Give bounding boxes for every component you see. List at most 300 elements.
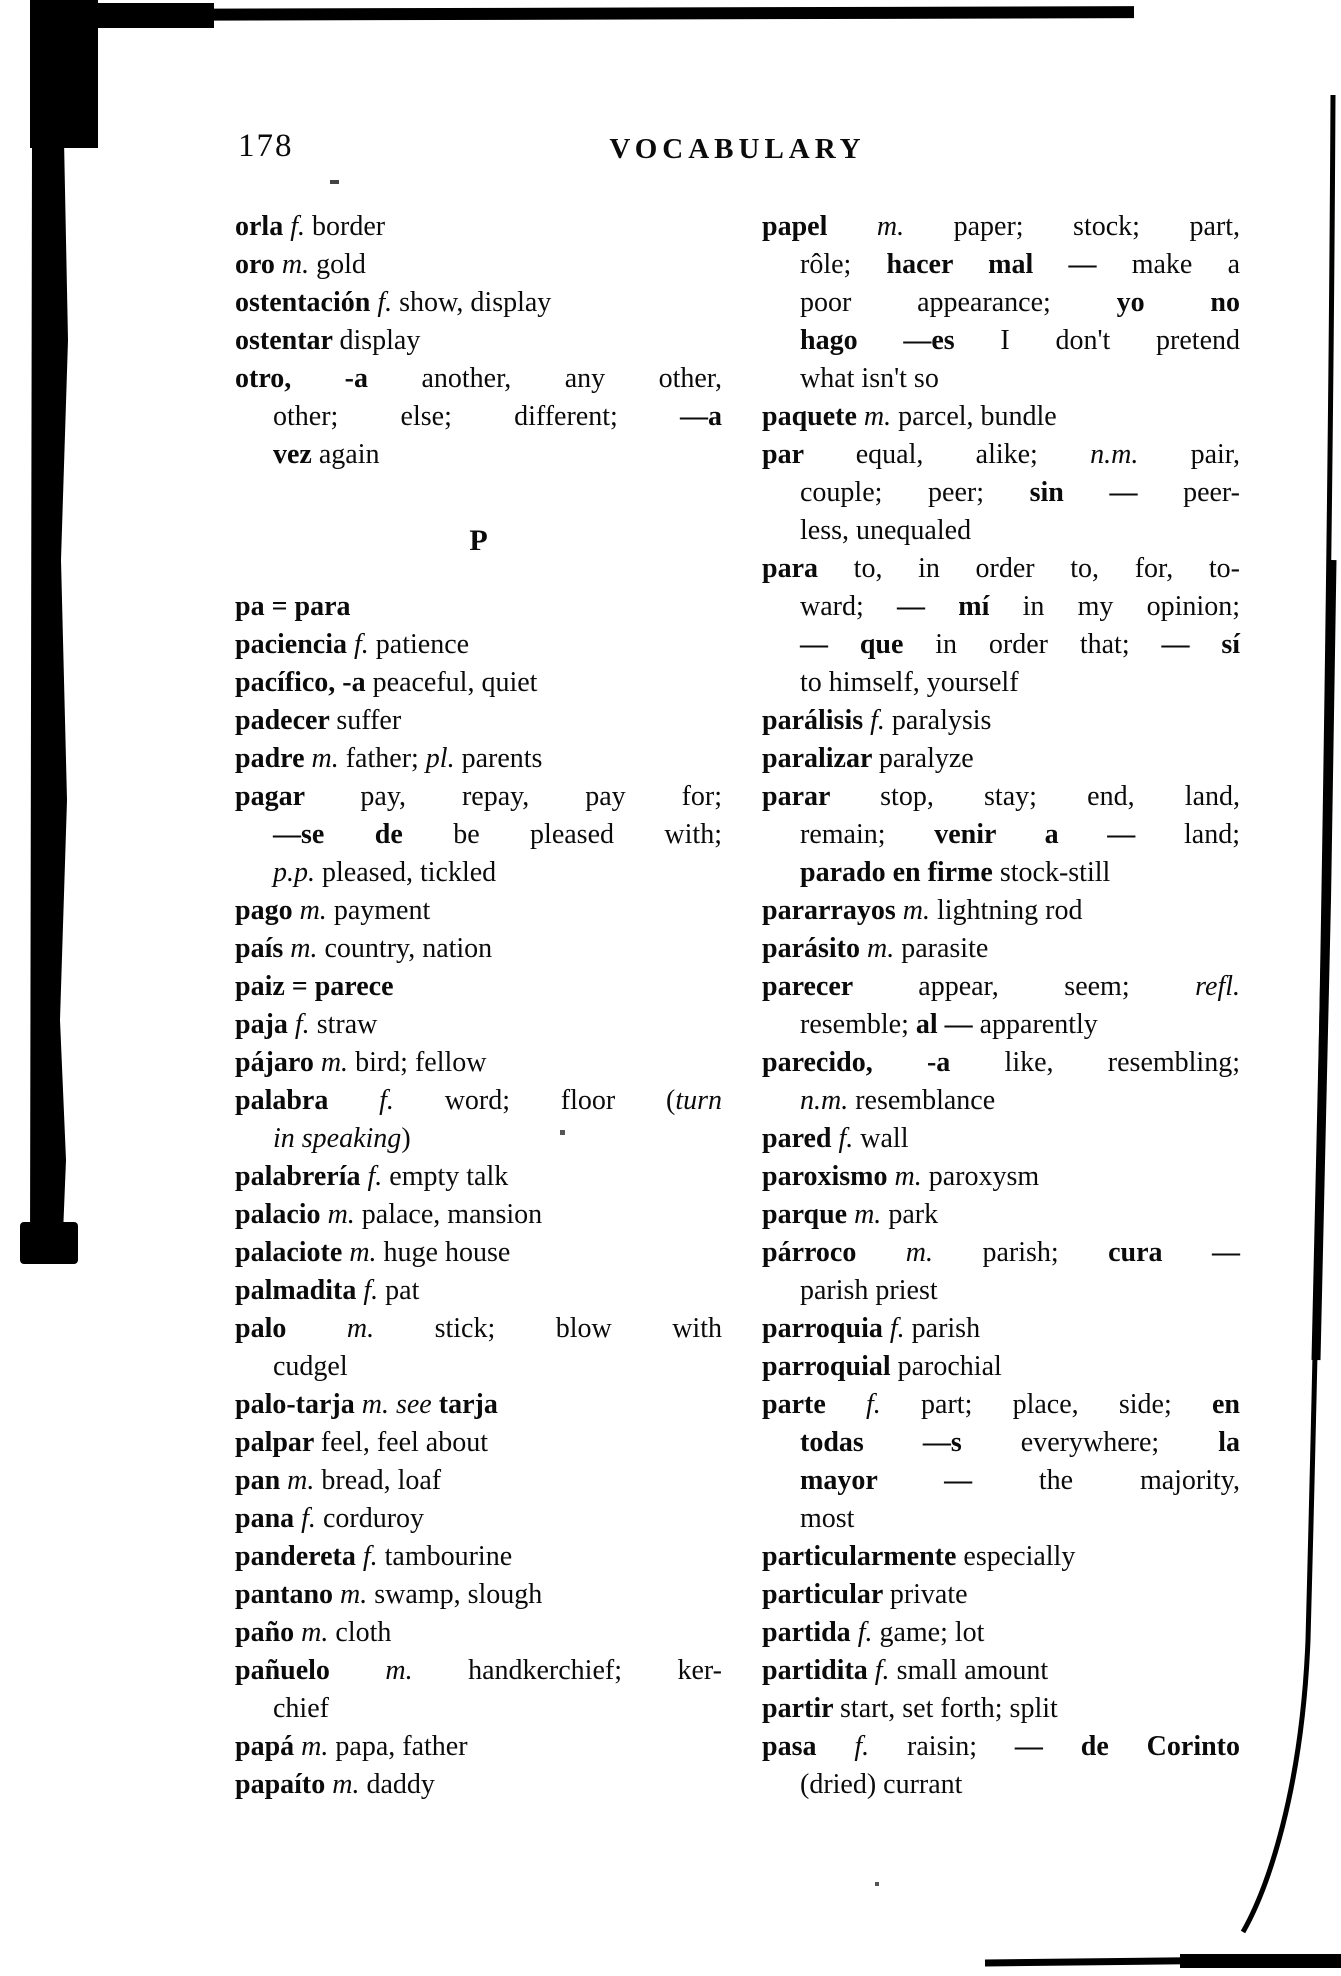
dictionary-entry bbox=[762, 1386, 1240, 1538]
scan-edge-right-thick bbox=[1316, 560, 1332, 1360]
entry-segment: f. bbox=[301, 1503, 323, 1534]
entry-line bbox=[762, 1576, 1240, 1614]
dictionary-entry bbox=[762, 1652, 1240, 1690]
entry-segment: m. bbox=[346, 1313, 435, 1344]
dictionary-entry bbox=[235, 1044, 722, 1082]
entry-segment: m. bbox=[340, 1579, 375, 1610]
entry-segment: oro bbox=[235, 249, 282, 280]
entry-segment: corduroy bbox=[322, 1503, 425, 1534]
entry-segment: f. bbox=[367, 1161, 390, 1192]
entry-line bbox=[762, 1196, 1240, 1234]
entry-segment: f. bbox=[874, 1655, 897, 1686]
entry-segment: m. bbox=[876, 211, 954, 242]
paper-speck-3 bbox=[875, 1882, 879, 1886]
entry-line bbox=[762, 512, 1240, 550]
entry-segment: pa = para bbox=[235, 591, 351, 622]
entry-line bbox=[235, 892, 722, 930]
dictionary-entry bbox=[762, 1728, 1240, 1804]
entry-line bbox=[762, 1614, 1240, 1652]
entry-line bbox=[235, 968, 722, 1006]
entry-line bbox=[235, 1766, 722, 1804]
entry-segment: partidita bbox=[762, 1655, 875, 1686]
entry-line bbox=[762, 208, 1240, 246]
entry-segment: f. bbox=[290, 211, 312, 242]
entry-segment: parish; bbox=[982, 1237, 1109, 1268]
dictionary-entry bbox=[235, 322, 722, 360]
entry-segment: palace, mansion bbox=[361, 1199, 543, 1230]
entry-segment: game; lot bbox=[879, 1617, 985, 1648]
entry-line bbox=[235, 740, 722, 778]
entry-line bbox=[235, 322, 722, 360]
dictionary-entry bbox=[235, 360, 722, 474]
entry-line bbox=[235, 626, 722, 664]
entry-segment: father; bbox=[345, 743, 426, 774]
entry-segment: párroco bbox=[762, 1237, 906, 1268]
entry-segment: pl. bbox=[425, 743, 462, 774]
entry-segment: bird; fellow bbox=[355, 1047, 487, 1078]
dictionary-entry bbox=[235, 664, 722, 702]
entry-line bbox=[235, 1348, 722, 1386]
entry-line bbox=[762, 1120, 1240, 1158]
entry-line bbox=[762, 1386, 1240, 1424]
scan-corner-block bbox=[30, 0, 98, 148]
entry-segment: suffer bbox=[336, 705, 402, 736]
entry-segment: pandereta bbox=[235, 1541, 363, 1572]
entry-segment: m. bbox=[894, 1161, 929, 1192]
dictionary-entry bbox=[235, 1196, 722, 1234]
entry-segment: tambourine bbox=[384, 1541, 513, 1572]
entry-segment: payment bbox=[333, 895, 431, 926]
entry-segment: the majority, bbox=[1038, 1465, 1240, 1496]
entry-line bbox=[762, 778, 1240, 816]
entry-segment: resemble; bbox=[800, 1009, 916, 1040]
entry-segment: pagar bbox=[235, 781, 361, 812]
entry-segment: f. bbox=[870, 705, 892, 736]
entry-line bbox=[235, 1158, 722, 1196]
entry-segment: again bbox=[318, 439, 380, 470]
entry-segment: gold bbox=[316, 249, 366, 280]
dictionary-entry bbox=[762, 702, 1240, 740]
entry-segment: private bbox=[889, 1579, 968, 1610]
entry-line bbox=[235, 588, 722, 626]
entry-segment: other; else; different; bbox=[273, 401, 680, 432]
entry-segment: palabra bbox=[235, 1085, 380, 1116]
entry-segment: f. bbox=[866, 1389, 922, 1420]
scan-edge-bottom-chunk bbox=[1180, 1954, 1341, 1968]
entry-segment: m. bbox=[905, 1237, 983, 1268]
entry-segment: f. bbox=[889, 1313, 912, 1344]
entry-segment: hago —es bbox=[800, 325, 1001, 356]
entry-line bbox=[762, 854, 1240, 892]
entry-segment: m. bbox=[287, 1465, 322, 1496]
entry-segment: parish bbox=[911, 1313, 981, 1344]
entry-segment: parroquia bbox=[762, 1313, 890, 1344]
entry-segment: m. bbox=[327, 1199, 362, 1230]
entry-segment: peer- bbox=[1183, 477, 1241, 508]
entry-segment: in my opinion; bbox=[1022, 591, 1240, 622]
entry-line bbox=[762, 1234, 1240, 1272]
entry-line bbox=[762, 816, 1240, 854]
entry-segment: paiz = parece bbox=[235, 971, 394, 1002]
dictionary-entry bbox=[762, 778, 1240, 892]
entry-line bbox=[235, 1424, 722, 1462]
entry-segment: — sí bbox=[1161, 629, 1240, 660]
entry-line bbox=[235, 1196, 722, 1234]
entry-line bbox=[762, 892, 1240, 930]
entry-segment: park bbox=[888, 1199, 939, 1230]
dictionary-entry bbox=[235, 1006, 722, 1044]
dictionary-entry bbox=[235, 1728, 722, 1766]
entry-line bbox=[762, 1158, 1240, 1196]
dictionary-entry bbox=[235, 1234, 722, 1272]
scan-edge-top-left-chunk bbox=[54, 3, 214, 28]
entry-segment: n.m. bbox=[800, 1085, 856, 1116]
dictionary-entry bbox=[762, 1158, 1240, 1196]
scan-edge-left-strip bbox=[30, 140, 68, 1258]
entry-segment: in order that; bbox=[935, 629, 1162, 660]
entry-segment: m. bbox=[867, 933, 902, 964]
entry-segment: f. bbox=[363, 1275, 386, 1306]
entry-segment: parish priest bbox=[800, 1275, 938, 1306]
entry-segment: paralyze bbox=[878, 743, 974, 774]
page-header-title: VOCABULARY bbox=[609, 133, 866, 165]
entry-segment: m. bbox=[349, 1237, 384, 1268]
entry-segment: to, in order to, for, to- bbox=[853, 553, 1241, 584]
dictionary-entry bbox=[762, 1538, 1240, 1576]
entry-line bbox=[235, 1006, 722, 1044]
dictionary-entry bbox=[235, 246, 722, 284]
entry-line bbox=[762, 1500, 1240, 1538]
entry-segment: ward; bbox=[800, 591, 897, 622]
entry-line bbox=[235, 930, 722, 968]
entry-line bbox=[762, 1690, 1240, 1728]
entry-segment: paper; stock; part, bbox=[953, 211, 1240, 242]
entry-segment: m. bbox=[301, 1617, 336, 1648]
entry-line bbox=[762, 1652, 1240, 1690]
entry-segment: m. bbox=[863, 401, 899, 432]
entry-segment: papel bbox=[762, 211, 877, 242]
entry-segment: parque bbox=[762, 1199, 855, 1230]
entry-segment: palo bbox=[235, 1313, 347, 1344]
dictionary-entry bbox=[235, 1424, 722, 1462]
entry-segment: most bbox=[800, 1503, 855, 1534]
entry-segment: small amount bbox=[896, 1655, 1049, 1686]
entry-segment: paralysis bbox=[891, 705, 992, 736]
entry-line bbox=[762, 588, 1240, 626]
entry-line bbox=[762, 322, 1240, 360]
entry-segment: f. bbox=[857, 1617, 880, 1648]
entry-segment: lightning rod bbox=[937, 895, 1083, 926]
entry-line bbox=[762, 626, 1240, 664]
entry-line bbox=[762, 1272, 1240, 1310]
entry-segment: f. bbox=[354, 629, 376, 660]
entry-segment: otro, -a bbox=[235, 363, 422, 394]
entry-segment: mayor — bbox=[800, 1465, 1039, 1496]
dictionary-entry bbox=[762, 892, 1240, 930]
entry-line bbox=[235, 1652, 722, 1690]
entry-line bbox=[235, 208, 722, 246]
entry-line bbox=[762, 246, 1240, 284]
entry-segment: m. bbox=[281, 249, 317, 280]
entry-segment: m. bbox=[854, 1199, 889, 1230]
entry-segment: apparently bbox=[979, 1009, 1098, 1040]
entry-segment: patience bbox=[375, 629, 470, 660]
right-column bbox=[762, 208, 1240, 1804]
entry-segment: pájaro bbox=[235, 1047, 321, 1078]
entry-line bbox=[235, 664, 722, 702]
dictionary-entry bbox=[235, 1158, 722, 1196]
entry-segment: paroxismo bbox=[762, 1161, 895, 1192]
paper-speck-1 bbox=[330, 180, 339, 184]
entry-segment: cloth bbox=[335, 1617, 392, 1648]
entry-segment: parasite bbox=[901, 933, 989, 964]
entry-segment: straw bbox=[316, 1009, 378, 1040]
dictionary-entry bbox=[762, 1120, 1240, 1158]
entry-line bbox=[762, 664, 1240, 702]
dictionary-entry bbox=[762, 208, 1240, 398]
entry-segment: paja bbox=[235, 1009, 295, 1040]
entry-segment: la bbox=[1218, 1427, 1240, 1458]
entry-segment: less, unequaled bbox=[800, 515, 972, 546]
entry-segment: swamp, slough bbox=[374, 1579, 543, 1610]
entry-segment: word; floor ( bbox=[444, 1085, 676, 1116]
entry-segment: f. bbox=[838, 1123, 861, 1154]
entry-segment: pasa bbox=[762, 1731, 855, 1762]
dictionary-entry bbox=[235, 1614, 722, 1652]
entry-segment: m. bbox=[385, 1655, 469, 1686]
entry-segment: hacer mal — bbox=[886, 249, 1132, 280]
entry-segment: f. bbox=[362, 1541, 385, 1572]
entry-line bbox=[235, 398, 722, 436]
entry-segment: parcel, bundle bbox=[898, 401, 1057, 432]
entry-segment: appear, seem; bbox=[918, 971, 1196, 1002]
dictionary-entry bbox=[762, 436, 1240, 550]
left-column bbox=[235, 208, 722, 1804]
entry-segment: parents bbox=[461, 743, 543, 774]
dictionary-entry bbox=[235, 1766, 722, 1804]
scan-edge-bottom bbox=[985, 1959, 1341, 1963]
entry-segment: I don't pretend bbox=[1000, 325, 1240, 356]
entry-segment: — de Corinto bbox=[1014, 1731, 1240, 1762]
entry-line bbox=[762, 968, 1240, 1006]
dictionary-entry bbox=[235, 1310, 722, 1386]
dictionary-entry bbox=[762, 1690, 1240, 1728]
entry-segment: par bbox=[762, 439, 856, 470]
entry-segment: papá bbox=[235, 1731, 302, 1762]
entry-line bbox=[235, 360, 722, 398]
entry-segment: cura — bbox=[1108, 1237, 1240, 1268]
entry-segment: m. bbox=[301, 1731, 336, 1762]
entry-line bbox=[762, 702, 1240, 740]
dictionary-entry bbox=[762, 1614, 1240, 1652]
entry-segment: palmadita bbox=[235, 1275, 364, 1306]
entry-segment: equal, alike; bbox=[855, 439, 1091, 470]
entry-segment: remain; bbox=[800, 819, 935, 850]
entry-segment: pantano bbox=[235, 1579, 341, 1610]
entry-line bbox=[235, 1272, 722, 1310]
entry-segment: part; place, side; bbox=[921, 1389, 1212, 1420]
entry-segment: f. bbox=[377, 287, 400, 318]
entry-line bbox=[235, 702, 722, 740]
entry-line bbox=[762, 1044, 1240, 1082]
entry-segment: pleased, tickled bbox=[322, 857, 497, 888]
entry-segment: palpar bbox=[235, 1427, 321, 1458]
entry-segment: resemblance bbox=[855, 1085, 996, 1116]
entry-line bbox=[762, 1728, 1240, 1766]
entry-line bbox=[762, 1082, 1240, 1120]
entry-segment: turn bbox=[675, 1085, 722, 1116]
entry-segment: pat bbox=[385, 1275, 420, 1306]
entry-segment: al — bbox=[915, 1009, 980, 1040]
entry-line bbox=[235, 1462, 722, 1500]
entry-segment: ostentar bbox=[235, 325, 340, 356]
entry-line bbox=[762, 1538, 1240, 1576]
section-heading: P bbox=[469, 524, 488, 557]
entry-segment: huge house bbox=[383, 1237, 511, 1268]
entry-segment: — mí bbox=[897, 591, 1023, 622]
entry-segment: pair, bbox=[1190, 439, 1240, 470]
entry-segment: parar bbox=[762, 781, 881, 812]
entry-line bbox=[762, 1006, 1240, 1044]
entry-segment: pan bbox=[235, 1465, 288, 1496]
entry-segment: parecer bbox=[762, 971, 919, 1002]
page-number: 178 bbox=[238, 128, 294, 164]
entry-segment: empty talk bbox=[389, 1161, 509, 1192]
dictionary-entry bbox=[235, 968, 722, 1006]
scan-edge-top bbox=[58, 6, 1134, 21]
entry-segment: para bbox=[762, 553, 854, 584]
scan-edge-left-blob bbox=[20, 1222, 78, 1264]
entry-segment: tarja bbox=[438, 1389, 498, 1420]
entry-segment: pago bbox=[235, 895, 300, 926]
entry-line bbox=[235, 1120, 722, 1158]
entry-segment: m. bbox=[902, 895, 937, 926]
entry-line bbox=[762, 1462, 1240, 1500]
entry-line bbox=[762, 436, 1240, 474]
entry-segment: start, set forth; split bbox=[840, 1693, 1058, 1724]
entry-line bbox=[235, 1538, 722, 1576]
dictionary-entry bbox=[762, 1044, 1240, 1120]
entry-line bbox=[235, 1576, 722, 1614]
entry-segment: pared bbox=[762, 1123, 839, 1154]
entry-segment: paciencia bbox=[235, 629, 354, 660]
entry-segment: stock-still bbox=[999, 857, 1111, 888]
entry-line bbox=[235, 436, 722, 474]
entry-segment: en bbox=[1212, 1389, 1240, 1420]
entry-line bbox=[762, 284, 1240, 322]
entry-line bbox=[762, 1310, 1240, 1348]
entry-segment: —se de bbox=[273, 819, 454, 850]
entry-line bbox=[762, 740, 1240, 778]
entry-segment: border bbox=[312, 211, 386, 242]
entry-segment: country, nation bbox=[324, 933, 493, 964]
entry-segment: peaceful, quiet bbox=[372, 667, 538, 698]
entry-segment: pacífico, -a bbox=[235, 667, 373, 698]
dictionary-entry bbox=[762, 398, 1240, 436]
dictionary-entry bbox=[235, 1576, 722, 1614]
entry-segment: stick; blow with bbox=[434, 1313, 722, 1344]
entry-line bbox=[235, 284, 722, 322]
entry-segment: couple; peer; bbox=[800, 477, 1030, 508]
entry-segment: m. bbox=[311, 743, 346, 774]
entry-segment: papa, father bbox=[335, 1731, 468, 1762]
entry-segment: partida bbox=[762, 1617, 858, 1648]
entry-segment: papaíto bbox=[235, 1769, 333, 1800]
entry-segment: palo-tarja bbox=[235, 1389, 362, 1420]
entry-segment: like, resembling; bbox=[1004, 1047, 1240, 1078]
dictionary-entry bbox=[235, 892, 722, 930]
entry-segment: p.p. bbox=[273, 857, 322, 888]
dictionary-entry bbox=[235, 778, 722, 892]
entry-line bbox=[762, 550, 1240, 588]
dictionary-entry bbox=[235, 1462, 722, 1500]
entry-segment: m. bbox=[332, 1769, 367, 1800]
entry-segment: parásito bbox=[762, 933, 867, 964]
dictionary-entry bbox=[762, 968, 1240, 1044]
entry-segment: sin — bbox=[1029, 477, 1184, 508]
entry-line bbox=[762, 474, 1240, 512]
entry-line bbox=[235, 1310, 722, 1348]
entry-line bbox=[762, 360, 1240, 398]
entry-segment: venir a — bbox=[934, 819, 1184, 850]
dictionary-entry bbox=[235, 740, 722, 778]
entry-segment: wall bbox=[860, 1123, 909, 1154]
entry-line bbox=[235, 1044, 722, 1082]
entry-segment: parochial bbox=[897, 1351, 1002, 1382]
entry-segment: país bbox=[235, 933, 291, 964]
entry-segment: partir bbox=[762, 1693, 841, 1724]
entry-segment: m. bbox=[320, 1047, 356, 1078]
entry-line bbox=[235, 778, 722, 816]
scan-edge-right bbox=[1243, 95, 1333, 1932]
entry-segment: daddy bbox=[366, 1769, 435, 1800]
entry-segment: everywhere; bbox=[1020, 1427, 1219, 1458]
entry-segment: palabrería bbox=[235, 1161, 368, 1192]
entry-segment: parado en firme bbox=[800, 857, 1000, 888]
entry-segment: parroquial bbox=[762, 1351, 898, 1382]
entry-segment: f. bbox=[379, 1085, 445, 1116]
entry-segment: parecido, -a bbox=[762, 1047, 1005, 1078]
entry-segment: —a bbox=[680, 401, 722, 432]
entry-segment: make a bbox=[1131, 249, 1240, 280]
dictionary-entry bbox=[235, 1386, 722, 1424]
entry-segment: particularmente bbox=[762, 1541, 964, 1572]
entry-segment: particular bbox=[762, 1579, 890, 1610]
entry-segment: handkerchief; ker- bbox=[468, 1655, 722, 1686]
entry-segment: parte bbox=[762, 1389, 866, 1420]
entry-segment: be pleased with; bbox=[453, 819, 722, 850]
dictionary-entry bbox=[762, 930, 1240, 968]
entry-segment: ostentación bbox=[235, 287, 378, 318]
entry-segment: display bbox=[339, 325, 421, 356]
entry-segment: yo no bbox=[1116, 287, 1240, 318]
entry-segment: pay, repay, pay for; bbox=[360, 781, 723, 812]
dictionary-entry bbox=[235, 284, 722, 322]
entry-segment: poor appearance; bbox=[800, 287, 1117, 318]
entry-segment: paroxysm bbox=[928, 1161, 1040, 1192]
entry-segment: pañuelo bbox=[235, 1655, 386, 1686]
dictionary-entry bbox=[235, 588, 722, 626]
entry-segment: refl. bbox=[1195, 971, 1241, 1002]
entry-segment: (dried) currant bbox=[800, 1769, 963, 1800]
dictionary-entry bbox=[762, 1234, 1240, 1310]
entry-line bbox=[235, 1082, 722, 1120]
entry-segment: land; bbox=[1184, 819, 1240, 850]
entry-segment: raisin; bbox=[907, 1731, 1015, 1762]
entry-segment: feel, feel about bbox=[320, 1427, 488, 1458]
entry-line bbox=[762, 1424, 1240, 1462]
entry-line bbox=[762, 398, 1240, 436]
